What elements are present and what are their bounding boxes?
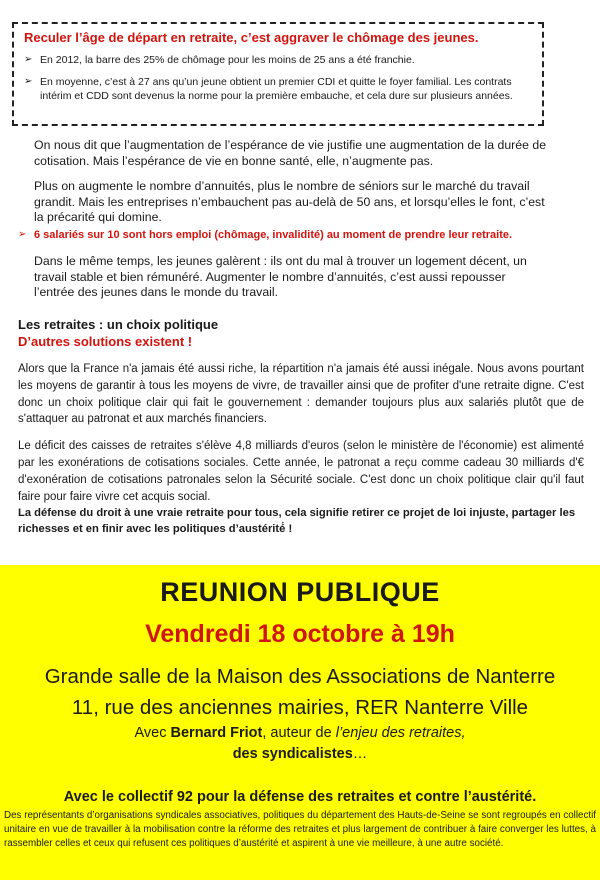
red-highlight-bullet bbox=[18, 229, 588, 241]
youth-unemployment-box bbox=[12, 22, 544, 126]
red-bullet-text: 6 salariés sur 10 sont hors emploi (chômage, invalidité) au moment de prendre leur retraite. bbox=[34, 229, 513, 241]
closing-statement: La défense du droit à une vraie retraite pour tous, cela signifie retirer ce projet de loi injuste, partager les richesses et en finir avec les politiques d’austérité́ ! bbox=[18, 507, 576, 535]
guest-middle: , auteur de bbox=[262, 725, 336, 741]
box-bullet-text: En 2012, la barre des 25% de chômage pour les moins de 25 ans a été franchie. bbox=[40, 54, 415, 66]
guest-book: l’enjeu des retraites, bbox=[335, 725, 466, 741]
paragraph: Alors que la France n'a jamais été aussi riche, la répartition n'a jamais été aussi inégale. Nous avons pourtant les moyens de garantir à tous les moyens de vivre, de travailler ainsi que de profiter d'une retraite digne. C'est donc un choix politique clair qui fait le gouvernement : demander toujours plus aux salariés plutôt que de s'attaquer au patronat et aux marchés financiers. bbox=[18, 363, 584, 426]
arrow-bullet-icon: ➢ bbox=[18, 229, 27, 240]
section-heading: Les retraites : un choix politique bbox=[18, 317, 219, 332]
box-bullet-text: En moyenne, c’est à 27 ans qu’un jeune obtient un premier CDI et quitte le foyer familial. Les contrats intérim et CDD sont devenus la norme pour la première embauche, et cela dure sur plusieurs années. bbox=[40, 76, 513, 102]
paragraph: Le déficit des caisses de retraites s'élève 4,8 milliards d'euros (selon le ministère de l'économie) est alimenté par les exonérations de cotisations sociales. Cette année, le patronat a reçu comme cadeau 30 milliards d'€ d'exonération de cotisations patronales selon la Sécurité sociale. C'est donc un choix politique clair qu'il faut faire pour faire vivre cet acquis social. bbox=[18, 440, 584, 503]
meeting-guest-line2 bbox=[0, 746, 600, 762]
meeting-date: Vendredi 18 octobre à 19h bbox=[145, 620, 455, 648]
meeting-address: 11, rue des anciennes mairies, RER Nanterre Ville bbox=[71, 696, 529, 719]
guest-name: Bernard Friot bbox=[170, 725, 263, 741]
arrow-bullet-icon: ➢ bbox=[24, 54, 33, 65]
section-subheading: D’autres solutions existent ! bbox=[18, 334, 193, 349]
box-bullet bbox=[24, 75, 532, 103]
choice-body bbox=[18, 361, 584, 515]
meeting-title: REUNION PUBLIQUE bbox=[160, 577, 440, 607]
guest-line2: des syndicalistes bbox=[232, 746, 353, 762]
guest-line2-suffix: … bbox=[352, 746, 368, 762]
box-bullet bbox=[24, 53, 532, 67]
box-title: Reculer l’âge de départ en retraite, c’est aggraver le chômage des jeunes. bbox=[24, 30, 479, 45]
guest-prefix: Avec bbox=[134, 725, 171, 741]
meeting-place: Grande salle de la Maison des Associations de Nanterre bbox=[44, 665, 556, 688]
collectif-line: Avec le collectif 92 pour la défense des retraites et contre l’austérité. bbox=[63, 789, 537, 805]
life-expectancy-paragraph bbox=[34, 138, 548, 236]
meeting-guest bbox=[0, 725, 600, 741]
youth-paragraph bbox=[34, 254, 548, 311]
paragraph: Plus on augmente le nombre d’annuités, plus le nombre de séniors sur le marché du travail grandit. Mais les entreprises n’embauchent pas au-delà de 50 ans, et lorsqu’elles le font, c’est la précarité qui domine. bbox=[34, 179, 545, 224]
paragraph: Dans le même temps, les jeunes galèrent : ils ont du mal à trouver un logement décent, un travail stable et bien rémunéré. Augmenter le nombre d’annuités, c’est aussi repousser l’entrée des jeunes dans le monde du travail. bbox=[34, 254, 527, 299]
public-meeting-banner bbox=[0, 565, 600, 880]
paragraph: On nous dit que l’augmentation de l’espérance de vie justifie une augmentation de la durée de cotisation. Mais l’espérance de vie en bonne santé, elle, n’augmente pas. bbox=[34, 138, 547, 168]
collectif-description: Des représentants d’organisations syndicales associatives, politiques du département des Hauts-de-Seine se sont regroupés en collectif unitaire en vue de travailler à la mobilisation contre la réforme des retraites et plus largement de contribuer à faire converger les luttes, à rassembler celles et ceux qui refusent ces politiques d’austérité et aspirent à une vie meilleure, à une autre société. bbox=[4, 810, 596, 849]
arrow-bullet-icon: ➢ bbox=[24, 76, 33, 87]
